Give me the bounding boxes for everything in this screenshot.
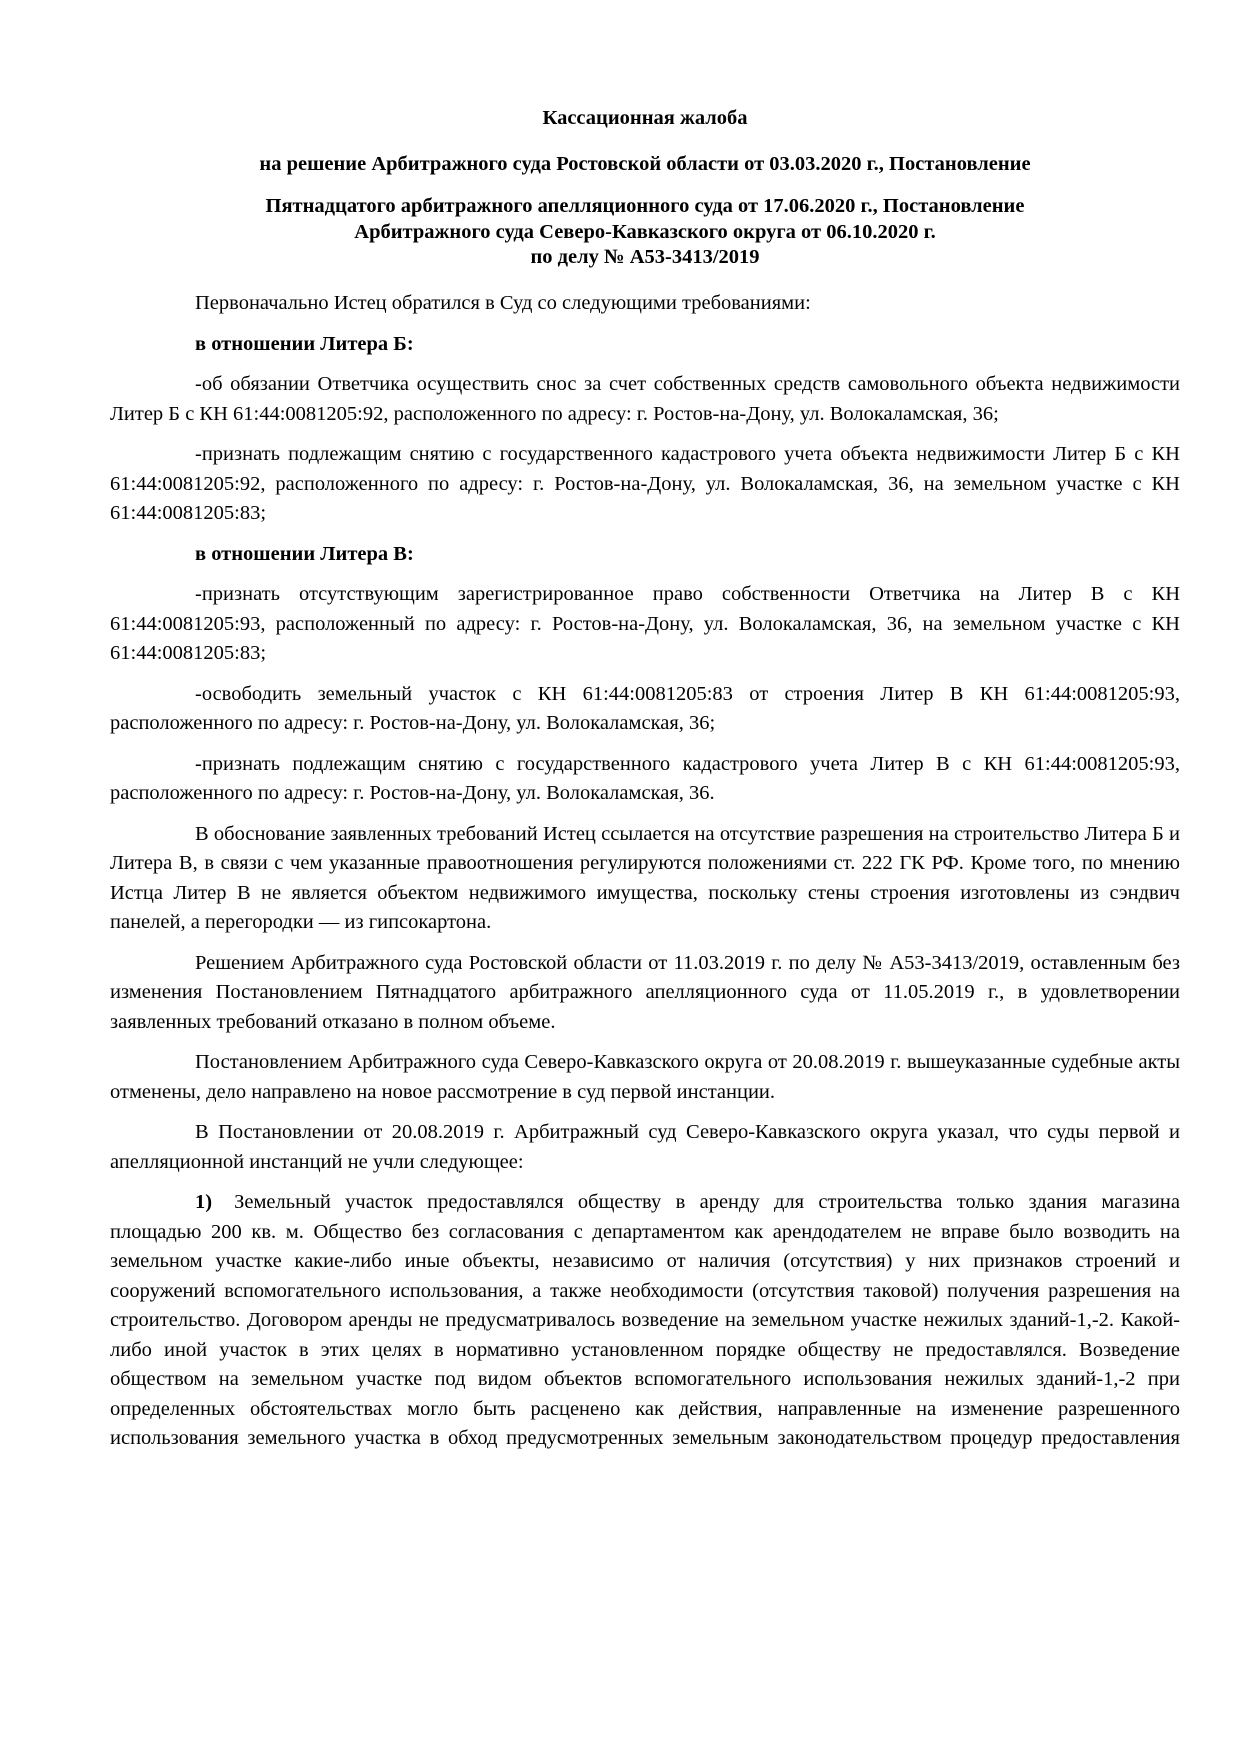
case-number-line: по делу № А53-3413/2019	[530, 246, 760, 268]
requirement-paragraph: -освободить земельный участок с КН 61:44:0081205:83 от строения Литер В КН 61:44:0081205:93, расположенного по адресу: г. Ростов-на-Дону, ул. Волокаламская, 36;	[110, 682, 1180, 734]
requirement-paragraph: -признать подлежащим снятию с государственного кадастрового учета объекта недвижимости Литер Б с КН 61:44:0081205:92, расположенного по адресу: г. Ростов-на-Дону, ул. Волокаламская, 36, на земельном участке с КН 61:44:0081205:83;	[110, 443, 1180, 524]
section-title-litera-b: в отношении Литера Б:	[195, 332, 414, 355]
requirement-paragraph: -признать отсутствующим зарегистрированное право собственности Ответчика на Литер В с КН 61:44:0081205:93, расположенный по адресу: г. Ростов-на-Дону, ул. Волокаламская, 36, на земельном участке с КН 61:44:0081205:83;	[110, 583, 1180, 664]
point-number: 1)	[195, 1191, 213, 1213]
document-subheading	[110, 152, 1180, 177]
intro-paragraph: Первоначально Истец обратился в Суд со следующими требованиями:	[195, 292, 811, 314]
subheading-line: Арбитражного суда Северо-Кавказского округа от 06.10.2020 г.	[354, 220, 936, 243]
document-subheading-continued	[110, 194, 1180, 271]
point-text: Земельный участок предоставлялся обществу в аренду для строительства только здания магазина площадью 200 кв. м. Общество без согласования с департаментом как арендодателем не вправе было возводить на земельном участке какие-либо иные объекты, независимо от наличия (отсутствия) у них признаков строений и сооружений вспомогательного использования, а также необходимости (отсутствия таковой) получения разрешения на строительство. Договором аренды не предусматривалось возведение на земельном участке нежилых зданий-1,-2. Какой-либо иной участок в этих целях в нормативно установленном порядке обществу не предоставлялся. Возведение обществом на земельном участке под видом объектов вспомогательного использования нежилых зданий-1,-2 при определенных обстоятельствах могло быть расценено как действия, направленные на изменение разрешенного использования земельного участка в обход предусмотренных земельным законодательством процедур предоставления	[110, 1191, 1180, 1449]
requirement-paragraph: -признать подлежащим снятию с государственного кадастрового учета Литер В с КН 61:44:0081205:93, расположенного по адресу: г. Ростов-на-Дону, ул. Волокаламская, 36.	[110, 752, 1180, 804]
document-heading: Кассационная жалоба	[542, 107, 748, 129]
subheading-line: Пятнадцатого арбитражного апелляционного суда от 17.06.2020 г., Постановление	[265, 195, 1025, 217]
cassation-paragraph: Постановлением Арбитражного суда Северо-Кавказского округа от 20.08.2019 г. вышеуказанные судебные акты отменены, дело направлено на новое рассмотрение в суд первой инстанции.	[110, 1051, 1180, 1103]
point-paragraph	[110, 1188, 1180, 1454]
requirement-paragraph: -об обязании Ответчика осуществить снос за счет собственных средств самовольного объекта недвижимости Литер Б с КН 61:44:0081205:92, расположенного по адресу: г. Ростов-на-Дону, ул. Волокаламская, 36;	[110, 373, 1180, 425]
grounds-paragraph: В обоснование заявленных требований Истец ссылается на отсутствие разрешения на строительство Литера Б и Литера В, в связи с чем указанные правоотношения регулируются положениями ст. 222 ГК РФ. Кроме того, по мнению Истца Литер В не является объектом недвижимого имущества, поскольку стены строения изготовлены из сэндвич панелей, а перегородки — из гипсокартона.	[110, 822, 1180, 933]
subheading-line: на решение Арбитражного суда Ростовской области от 03.03.2020 г., Постановление	[259, 153, 1031, 175]
document-body	[110, 289, 1180, 1465]
decision-paragraph: Решением Арбитражного суда Ростовской области от 11.03.2019 г. по делу № А53-3413/2019, оставленным без изменения Постановлением Пятнадцатого арбитражного апелляционного суда от 11.05.2019 г., в удовлетворении заявленных требований отказано в полном объеме.	[110, 951, 1180, 1033]
ruling-intro-paragraph: В Постановлении от 20.08.2019 г. Арбитражный суд Северо-Кавказского округа указал, что суды первой и апелляционной инстанций не учли следующее:	[110, 1121, 1180, 1173]
section-title-litera-v: в отношении Литера В:	[195, 542, 414, 565]
